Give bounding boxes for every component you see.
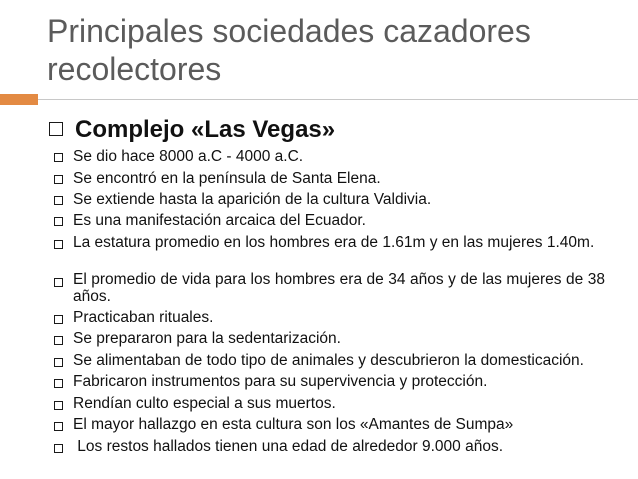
list-item: La estatura promedio en los hombres era de 1.61m y en las mujeres 1.40m. xyxy=(73,234,595,251)
title-divider xyxy=(38,99,638,100)
list-item: Se dio hace 8000 a.C - 4000 a.C. xyxy=(73,148,304,165)
title-accent-bar xyxy=(0,94,38,105)
checkbox-bullet-icon xyxy=(54,175,63,184)
list-item: Los restos hallados tienen una edad de alrededor 9.000 años. xyxy=(73,438,504,455)
checkbox-bullet-icon xyxy=(54,379,63,388)
list-item: Fabricaron instrumentos para su supervivencia y protección. xyxy=(73,373,488,390)
checkbox-bullet-icon xyxy=(49,122,63,136)
section-heading: Complejo «Las Vegas» xyxy=(75,116,336,143)
list-item: El promedio de vida para los hombres era de 34 años y de las mujeres de 38 años. xyxy=(73,271,605,305)
checkbox-bullet-icon xyxy=(54,196,63,205)
checkbox-bullet-icon xyxy=(54,315,63,324)
checkbox-bullet-icon xyxy=(54,240,63,249)
slide-title: Principales sociedades cazadores recolectores xyxy=(47,13,531,87)
list-item: El mayor hallazgo en esta cultura son los «Amantes de Sumpa» xyxy=(73,416,514,433)
list-item: Se prepararon para la sedentarización. xyxy=(73,330,341,347)
checkbox-bullet-icon xyxy=(54,217,63,226)
checkbox-bullet-icon xyxy=(54,444,63,453)
list-item: Se alimentaban de todo tipo de animales y descubrieron la domesticación. xyxy=(73,352,584,369)
list-item: Practicaban rituales. xyxy=(73,309,214,326)
checkbox-bullet-icon xyxy=(54,153,63,162)
checkbox-bullet-icon xyxy=(54,422,63,431)
list-item: Se extiende hasta la aparición de la cultura Valdivia. xyxy=(73,191,432,208)
list-item: Rendían culto especial a sus muertos. xyxy=(73,395,336,412)
list-item: Se encontró en la península de Santa Elena. xyxy=(73,170,381,187)
checkbox-bullet-icon xyxy=(54,336,63,345)
list-item: Es una manifestación arcaica del Ecuador. xyxy=(73,212,366,229)
checkbox-bullet-icon xyxy=(54,401,63,410)
checkbox-bullet-icon xyxy=(54,278,63,287)
checkbox-bullet-icon xyxy=(54,358,63,367)
